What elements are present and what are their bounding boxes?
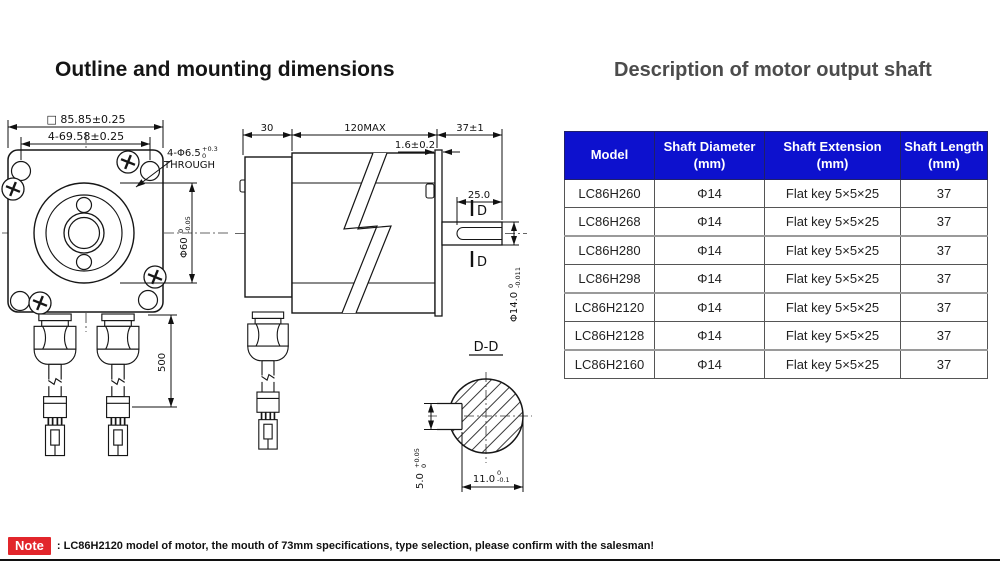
diameter-cell: Φ14 (655, 208, 765, 237)
diameter-cell: Φ14 (655, 236, 765, 265)
model-cell: LC86H2160 (565, 350, 655, 379)
front-view (2, 113, 228, 456)
table-row (565, 350, 988, 379)
key-length-label: 25.0 (467, 190, 491, 201)
length-cell: 37 (901, 180, 988, 208)
col-header-model: Model (565, 132, 655, 180)
diameter-cell: Φ14 (655, 293, 765, 322)
technical-drawings (0, 98, 560, 528)
svg-text:0: 0 (507, 283, 515, 288)
svg-text:Φ60: Φ60 (179, 237, 190, 258)
hole-dia-tol-top: +0.3 (202, 145, 218, 153)
section-mark-top: D (477, 204, 488, 219)
cable-length-label (157, 353, 168, 372)
model-cell: LC86H298 (565, 265, 655, 294)
shaft-dia-label (507, 267, 522, 322)
svg-text:500: 500 (157, 352, 168, 372)
bottom-divider (0, 559, 1000, 561)
note-badge: Note (8, 537, 51, 555)
model-cell: LC86H268 (565, 208, 655, 237)
square-dim-label: □ 85.85±0.25 (46, 113, 126, 126)
hole-dia-tol-bot: 0 (202, 152, 207, 160)
mounting-screw (117, 151, 139, 173)
col-header-shaft-diameter: Shaft Diameter (mm) (655, 132, 765, 180)
mounting-screw (29, 292, 51, 314)
rear-length-label: 30 (260, 123, 274, 134)
table-row (565, 180, 988, 208)
extension-cell: Flat key 5×5×25 (765, 208, 901, 237)
extension-cell: Flat key 5×5×25 (765, 350, 901, 379)
length-cell: 37 (901, 322, 988, 351)
svg-text:5.0: 5.0 (415, 473, 426, 489)
length-cell: 37 (901, 350, 988, 379)
cable-gland (248, 312, 288, 449)
extension-cell: Flat key 5×5×25 (765, 180, 901, 208)
diameter-cell: Φ14 (655, 180, 765, 208)
cable-gland (97, 314, 139, 456)
through-label: THROUGH (164, 160, 216, 171)
key-height-label (413, 448, 428, 489)
key-width-tol-bot: -0.1 (497, 476, 510, 484)
note-text: : LC86H2120 model of motor, the mouth of 73mm specifications, type selection, please confirm with the salesman! (56, 540, 655, 552)
col-header-shaft-length: Shaft Length (mm) (901, 132, 988, 180)
svg-text:-0.05: -0.05 (184, 216, 192, 233)
plate-thickness-label: 1.6±0.2 (394, 140, 436, 151)
table-header-row (565, 132, 988, 180)
length-cell: 37 (901, 265, 988, 294)
key-width-tol-top: 0 (497, 469, 502, 477)
key-width-label: 11.0 (472, 474, 496, 485)
front-body (8, 150, 163, 312)
svg-text:0: 0 (177, 228, 185, 233)
mounting-screw (144, 266, 166, 288)
extension-cell: Flat key 5×5×25 (765, 265, 901, 294)
length-cell: 37 (901, 208, 988, 237)
shaft-spec-table (564, 131, 988, 379)
col-header-shaft-extension: Shaft Extension (mm) (765, 132, 901, 180)
table-row (565, 208, 988, 237)
diameter-cell: Φ14 (655, 350, 765, 379)
section-mark-bottom: D (477, 255, 488, 270)
table-row (565, 322, 988, 351)
footer-note (8, 537, 654, 555)
section-view (413, 340, 532, 492)
model-cell: LC86H260 (565, 180, 655, 208)
outline-dimensions-title: Outline and mounting dimensions (55, 58, 395, 81)
extension-cell: Flat key 5×5×25 (765, 293, 901, 322)
svg-text:0: 0 (420, 463, 428, 468)
svg-text:-0.011: -0.011 (514, 267, 522, 288)
model-cell: LC86H280 (565, 236, 655, 265)
shaft-length-label: 37±1 (456, 123, 484, 134)
diameter-cell: Φ14 (655, 265, 765, 294)
length-cell: 37 (901, 236, 988, 265)
length-cell: 37 (901, 293, 988, 322)
table-row (565, 236, 988, 265)
table-row (565, 265, 988, 294)
svg-text:+0.05: +0.05 (413, 448, 421, 468)
table-row (565, 293, 988, 322)
side-body (240, 150, 502, 316)
model-cell: LC86H2128 (565, 322, 655, 351)
svg-text:Φ14.0: Φ14.0 (509, 291, 520, 322)
cable-gland (34, 314, 76, 456)
mounting-screw (2, 178, 24, 200)
hole-spacing-label: 4-69.58±0.25 (47, 130, 125, 143)
diameter-cell: Φ14 (655, 322, 765, 351)
pilot-dia-label (177, 216, 192, 258)
extension-cell: Flat key 5×5×25 (765, 322, 901, 351)
body-length-label: 120MAX (344, 123, 386, 134)
hole-dia-label: 4-Φ6.5 (167, 148, 201, 159)
section-title: D-D (473, 340, 499, 355)
model-cell: LC86H2120 (565, 293, 655, 322)
output-shaft-title: Description of motor output shaft (614, 59, 932, 81)
extension-cell: Flat key 5×5×25 (765, 236, 901, 265)
